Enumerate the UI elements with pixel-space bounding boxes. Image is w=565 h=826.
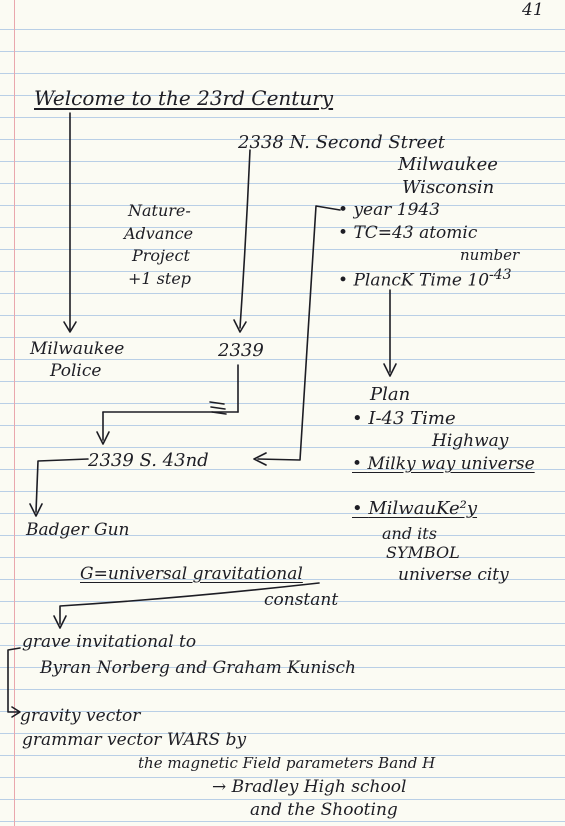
gravity-formula: G=universal gravitational [80,564,303,584]
address-street: 2338 N. Second Street [238,132,446,153]
nature-note-line-4: +1 step [128,269,192,288]
page-number: 41 [522,0,544,20]
plan-item-universe-city: universe city [398,565,509,585]
milwaukee-police-line-1: Milwaukee [30,339,125,359]
note-line-2: Byran Norberg and Graham Kunisch [40,658,356,678]
note-line-1: grave invitational to [22,632,197,652]
plan-item-and-its: and its [382,524,437,543]
nature-note-line-3: Project [132,246,190,265]
note-line-7: and the Shooting [250,800,398,820]
plan-item-highway: • I-43 Time [352,408,456,429]
plan-heading: Plan [370,384,411,405]
badger-gun: Badger Gun [26,520,130,540]
plan-item-highway-cont: Highway [432,431,509,451]
note-line-6: → Bradley High school [212,777,407,797]
bullet-atomic: • TC=43 atomic [338,223,478,243]
address-city: Milwaukee [398,154,498,175]
nature-note-line-1: Nature- [128,201,191,220]
bullet-year: • year 1943 [338,200,441,220]
margin-line [14,0,15,826]
new-address-number: 2339 [218,340,264,361]
milwaukee-police-line-2: Police [50,361,102,381]
address-state: Wisconsin [402,177,495,198]
note-line-5: the magnetic Field parameters Band H [138,754,436,772]
note-line-3: gravity vector [20,706,141,726]
page-title: Welcome to the 23rd Century [34,86,334,110]
plan-item-symbol: SYMBOL [386,543,460,562]
note-line-4: grammar vector WARS by [22,730,247,750]
bullet-atomic-number: number [460,246,520,264]
plan-item-milwaukey: • MilwauKe²y [352,498,478,519]
plan-item-milky-way: • Milky way universe [352,454,535,474]
bullet-planck: • PlancK Time $10^{-43}$ [338,267,512,291]
gravity-constant: constant [264,590,339,610]
south-address: 2339 S. 43nd [88,450,209,471]
nature-note-line-2: Advance [124,224,194,243]
